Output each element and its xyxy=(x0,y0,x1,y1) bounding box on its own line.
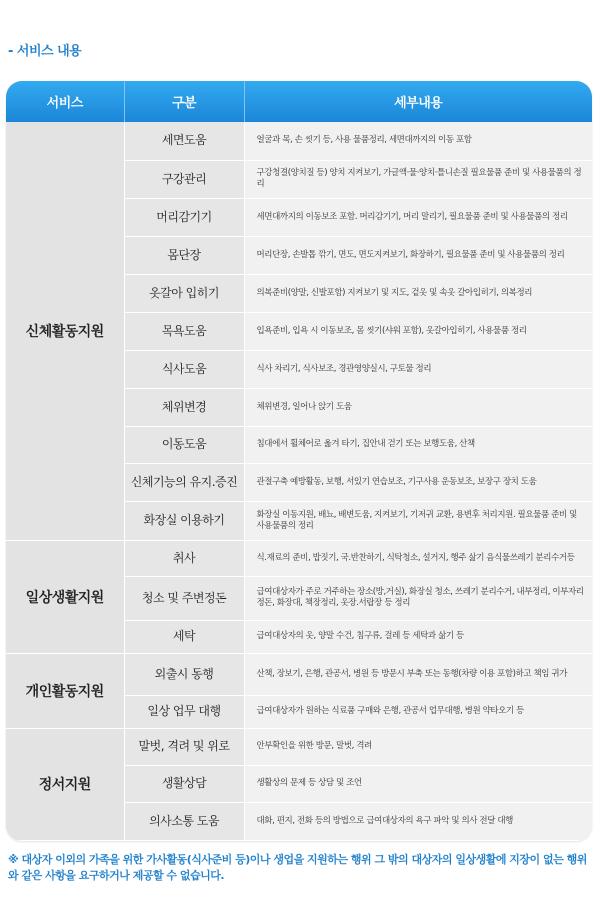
service-table xyxy=(6,81,592,841)
detail-cell: 입욕준비, 입욕 시 이동보조, 몸 씻기(샤워 포함), 옷갈아입히기, 사용물품 정리 xyxy=(244,312,592,350)
detail-cell: 관절구축 예방활동, 보행, 서있기 연습보조, 기구사용 운동보조, 보장구 장치 도움 xyxy=(244,463,592,501)
category-cell: 머리감기기 xyxy=(124,198,244,236)
category-cell: 식사도움 xyxy=(124,350,244,388)
detail-cell: 산책, 장보기, 은행, 관공서, 병원 등 방문시 부축 또는 동행(차량 이용 포함)하고 책임 귀가 xyxy=(244,653,592,695)
detail-cell: 체위변경, 일어나 앉기 도움 xyxy=(244,388,592,426)
detail-cell: 세면대까지의 이동보조 포함. 머리감기기, 머리 말리기, 필요물품 준비 및 사용물품의 정리 xyxy=(244,198,592,236)
service-cell: 일상생활지원 xyxy=(6,540,124,653)
notice-text: ※ 대상자 이외의 가족을 위한 가사활동(식사준비 등)이나 생업을 지원하는 행위 그 밖의 대상자의 일상생활에 지장이 없는 행위와 같은 사항을 요구하거나 제공할 수 없습니다. xyxy=(8,853,587,882)
category-cell: 화장실 이용하기 xyxy=(124,501,244,540)
table-row xyxy=(6,653,592,695)
category-cell: 구강관리 xyxy=(124,160,244,198)
service-cell: 정서지원 xyxy=(6,728,124,840)
detail-cell: 생활상의 문제 등 상담 및 조언 xyxy=(244,765,592,802)
detail-cell: 급여대상자가 주로 거주하는 장소(방,거실), 화장실 청소, 쓰레기 분리수거, 내부정리, 이부자리 정돈, 화장대, 책장정리, 옷장.서랍장 등 정리 xyxy=(244,576,592,620)
table-row xyxy=(6,122,592,160)
category-cell: 의사소통 도움 xyxy=(124,802,244,840)
category-cell: 외출시 동행 xyxy=(124,653,244,695)
table-header-row xyxy=(6,81,592,122)
category-cell: 체위변경 xyxy=(124,388,244,426)
category-cell: 취사 xyxy=(124,540,244,576)
category-cell: 일상 업무 대행 xyxy=(124,695,244,728)
category-cell: 옷갈아 입히기 xyxy=(124,274,244,312)
detail-cell: 침대에서 휠체어로 옮겨 타기, 집안내 걷기 또는 보행도움, 산책 xyxy=(244,426,592,463)
service-table-container xyxy=(6,81,592,841)
table-row xyxy=(6,728,592,765)
category-cell: 몸단장 xyxy=(124,236,244,274)
detail-cell: 급여대상자가 원하는 식료품 구매와 은행, 관공서 업무대행, 병원 약타오기 등 xyxy=(244,695,592,728)
detail-cell: 화장실 이동지원, 배뇨, 배변도움, 지켜보기, 기저귀 교환, 용변후 처리지원. 필요물품 준비 및 사용물품의 정리 xyxy=(244,501,592,540)
table-body xyxy=(6,122,592,840)
detail-cell: 대화, 편지, 전화 등의 방법으로 급여대상자의 욕구 파악 및 의사 전달 대행 xyxy=(244,802,592,840)
detail-cell: 의복준비(양말, 신발포함) 지켜보기 및 지도, 겉옷 및 속옷 갈아입히기, 의복정리 xyxy=(244,274,592,312)
detail-cell: 식.재료의 준비, 밥짓기, 국.반찬하기, 식탁청소, 설거지, 행주 삶기 음식물쓰레기 분리수거등 xyxy=(244,540,592,576)
service-cell: 개인활동지원 xyxy=(6,653,124,728)
category-cell: 세탁 xyxy=(124,620,244,653)
category-cell: 생활상담 xyxy=(124,765,244,802)
category-cell: 세면도움 xyxy=(124,122,244,160)
section-title: - 서비스 내용 xyxy=(8,44,82,59)
detail-cell: 얼굴과 목, 손 씻기 등, 사용 물품정리, 세면대까지의 이동 포함 xyxy=(244,122,592,160)
category-cell: 이동도움 xyxy=(124,426,244,463)
category-cell: 말벗, 격려 및 위로 xyxy=(124,728,244,765)
category-cell: 청소 및 주변정돈 xyxy=(124,576,244,620)
header-service: 서비스 xyxy=(6,81,124,122)
service-cell: 신체활동지원 xyxy=(6,122,124,540)
detail-cell: 머리단장, 손발톱 깎기, 면도, 면도지켜보기, 화장하기, 필요물품 준비 및 사용물품의 정리 xyxy=(244,236,592,274)
category-cell: 목욕도움 xyxy=(124,312,244,350)
detail-cell: 급여대상자의 옷, 양말 수건, 침구류, 걸레 등 세탁과 삶기 등 xyxy=(244,620,592,653)
category-cell: 신체기능의 유지.증진 xyxy=(124,463,244,501)
header-detail: 세부내용 xyxy=(244,81,592,122)
detail-cell: 구강청결(양치질 등) 양치 지켜보기, 가글액·물·양치·틀니손질 필요물품 준비 및 사용물품의 정리 xyxy=(244,160,592,198)
detail-cell: 식사 차리기, 식사보조, 경관영양실시, 구토물 정리 xyxy=(244,350,592,388)
header-category: 구분 xyxy=(124,81,244,122)
detail-cell: 안부확인을 위한 방문, 말벗, 격려 xyxy=(244,728,592,765)
table-row xyxy=(6,540,592,576)
